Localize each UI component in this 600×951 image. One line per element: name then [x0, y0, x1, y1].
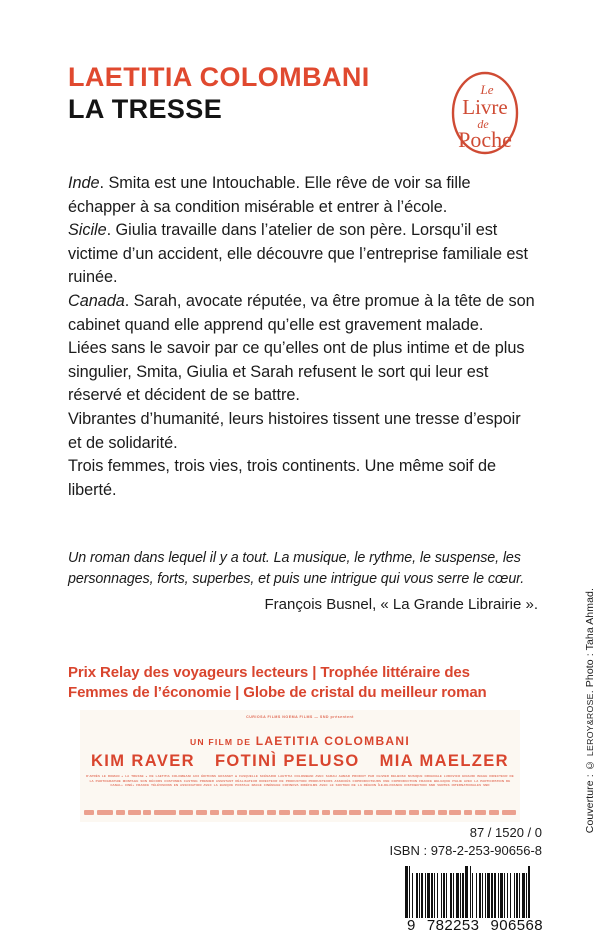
blurb-paragraph	[68, 219, 538, 290]
cover-credit-suffix: . Photo : Taha Ahmad.	[584, 587, 596, 693]
blurb-paragraph: Trois femmes, trois vies, trois continents. Une même soif de liberté.	[68, 457, 496, 499]
author-name: LAETITIA COLOMBANI	[68, 62, 370, 92]
press-quote-source: François Busnel, « La Grande Librairie ».	[264, 596, 538, 613]
svg-text:Poche: Poche	[458, 127, 512, 152]
film-poster-strip	[80, 710, 520, 822]
book-title: LA TRESSE	[68, 94, 223, 125]
blurb-text: . Smita est une Intouchable. Elle rêve de voir sa fille échapper à sa condition misérable et entrer à l’école.	[68, 174, 471, 216]
blurb-paragraph	[68, 172, 538, 219]
film-sponsor-logos	[84, 804, 516, 820]
barcode-digits	[405, 917, 545, 934]
film-director-lead: UN FILM DE	[190, 737, 252, 747]
codes-block	[390, 824, 542, 860]
film-cast-member: FOTINÌ PELUSO	[214, 752, 360, 770]
cover-credit-agency: LEROY&ROSE	[585, 693, 595, 756]
blurb-lead: Inde	[68, 174, 100, 192]
barcode-digit-group: 906568	[490, 917, 543, 934]
prizes	[68, 663, 542, 703]
blurb-paragraph: Vibrantes d’humanité, leurs histoires tissent une tresse d’espoir et de solidarité.	[68, 409, 521, 452]
film-cast-member: MIA MAELZER	[379, 752, 510, 770]
prizes-line-2: Femmes de l’économie | Globe de cristal du meilleur roman	[68, 684, 487, 701]
svg-text:Le: Le	[480, 82, 494, 97]
svg-text:Livre: Livre	[462, 95, 508, 119]
blurb-text: . Sarah, avocate réputée, va être promue à la tête de son cabinet quand elle apprend qu’elle est gravement malade.	[68, 291, 535, 334]
isbn-text: ISBN : 978-2-253-90656-8	[389, 843, 542, 858]
barcode-digit-group: 782253	[426, 917, 480, 934]
press-quote-block	[68, 548, 540, 615]
quote-line: Un roman dans lequel il y a tout. La musique, le rythme, le suspense, les personnages, forts, superbes, et puis une intrigue qui vous serre le cœur.	[68, 550, 525, 587]
svg-text:de: de	[477, 117, 489, 131]
blurb-text: . Giulia travaille dans l’atelier de son père. Lorsqu’il est victime d’un accident, elle découvre que l’entreprise familiale est ruinée.	[68, 221, 528, 287]
cover-credit-prefix: Couverture : ©	[584, 755, 596, 833]
cover-credit	[584, 588, 596, 833]
blurb-paragraph: Liées sans le savoir par ce qu’elles ont de plus intime et de plus singulier, Smita, Giulia et Sarah refusent le sort qui leur est réservé et décident de se battre.	[68, 339, 525, 405]
barcode-bars	[405, 866, 545, 918]
film-production-line: CURIOSA FILMS NOEMA FILMS — SND présentent	[246, 715, 354, 719]
publisher-logo	[443, 68, 527, 158]
blurb-paragraph	[68, 290, 538, 337]
film-cast-line	[80, 752, 520, 771]
blurb-lead: Sicile	[68, 221, 107, 240]
barcode	[405, 866, 545, 934]
film-cast-member: KIM RAVER	[90, 752, 195, 770]
film-credits-block: D’APRÈS LE ROMAN « LA TRESSE » DE LAETITIA COLOMBANI AUX ÉDITIONS GRASSET & FASQUELLE SCÉNARIO LAETITIA COLOMBANI AVEC SARAH AHMAD PRODUIT PAR OLIVIER DELBOSC MUSIQUE ORIGINALE LUDOVICO EINAUDI IMAGE DIRECTEUR DE LA PHOTOGRAPHIE MONTAGE SON DÉCORS COSTUMES CASTING PREMIER ASSISTANT RÉALISATEUR DIRECTEUR DE PRODUCTION PRODUCTEURS ASSOCIÉS COPRODUCTEURS UNE COPRODUCTION FRANCE BELGIQUE ITALIE AVEC LA PARTICIPATION DE CANAL+ CINÉ+ FRANCE TÉLÉVISIONS EN ASSOCIATION AVEC LA BANQUE POSTALE IMAGE CINÉMAGE COFINOVA INDÉFILMS AVEC LE SOUTIEN DE LA RÉGION ÎLE-DE-FRANCE DISTRIBUTION SND VENTES INTERNATIONALES SND	[86, 774, 514, 788]
film-director-line	[80, 734, 520, 748]
blurb-lead: Canada	[68, 291, 125, 310]
catalogue-reference: 87 / 1520 / 0	[469, 825, 542, 840]
press-quote-text	[68, 548, 540, 590]
barcode-digit-group: 9	[407, 917, 416, 934]
film-director-name: LAETITIA COLOMBANI	[255, 734, 410, 748]
blurb	[68, 172, 538, 502]
prizes-line-1: Prix Relay des voyageurs lecteurs | Trophée littéraire des	[68, 664, 470, 681]
